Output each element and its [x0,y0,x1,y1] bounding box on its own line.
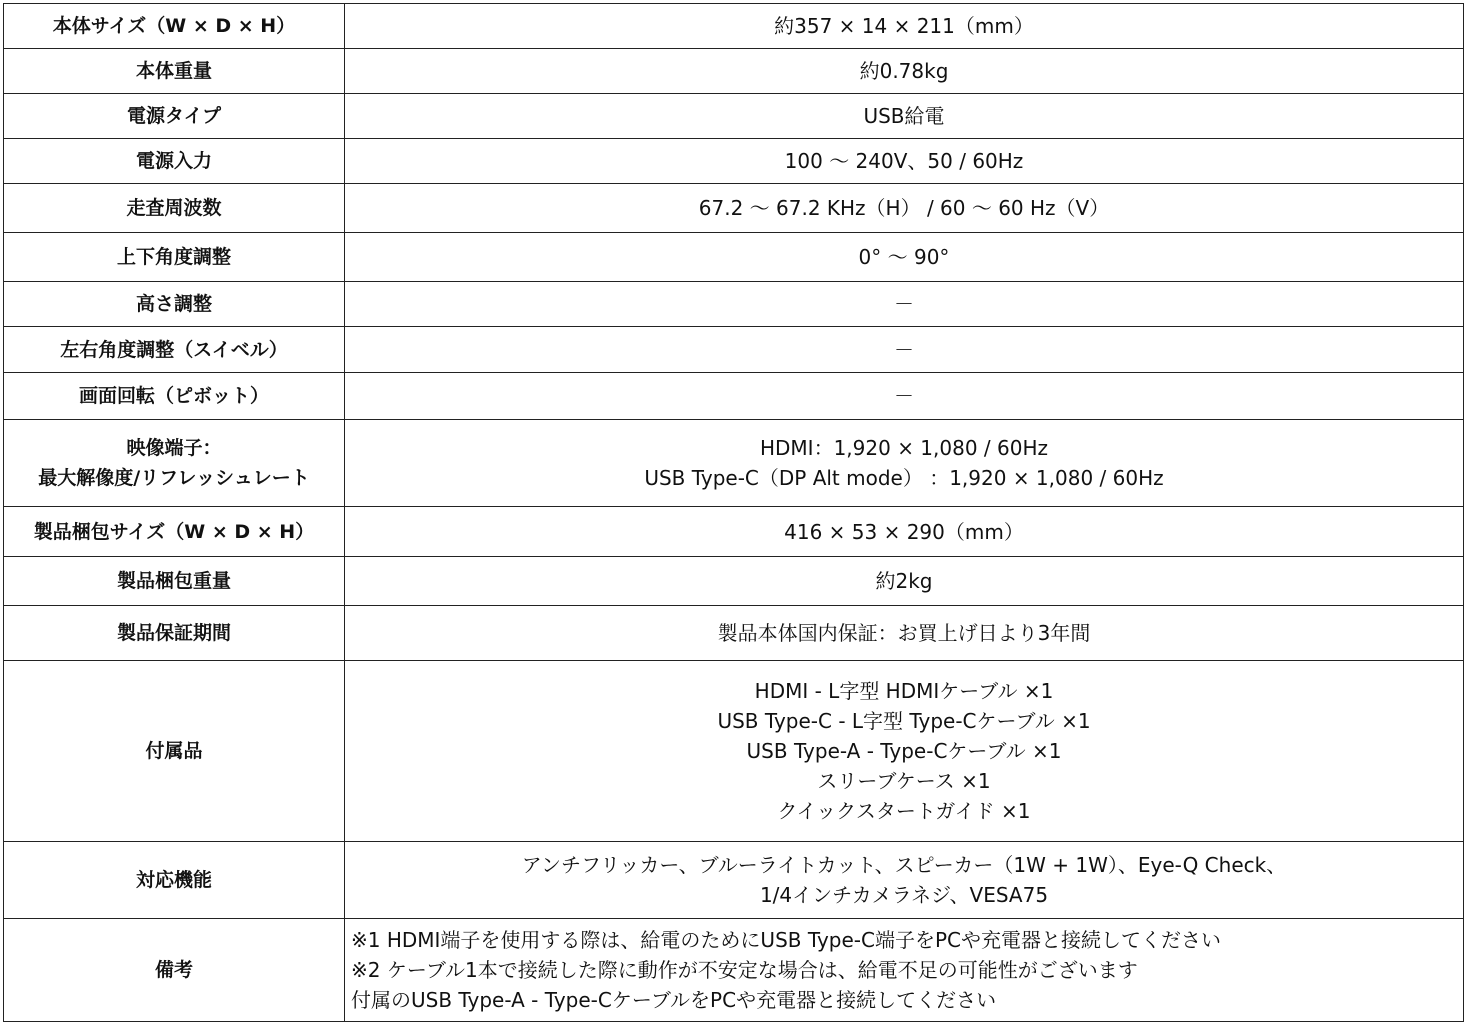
spec-value-text: 製品本体国内保証：お買上げ日より3年間 [717,621,1091,645]
spec-label [4,139,345,184]
spec-label [4,184,345,233]
spec-label-text: 電源タイプ [126,105,222,127]
spec-label-text: 最大解像度/リフレッシュレート [38,467,310,489]
spec-label-text: 本体重量 [135,60,212,82]
spec-value [345,661,1464,842]
spec-value-text: アンチフリッカー、ブルーライトカット、スピーカー（1W + 1W）、Eye-Q Check、 [521,853,1287,877]
spec-label [4,94,345,139]
table-row [4,184,1464,233]
table-row [4,661,1464,842]
spec-value-text: クイックスタートガイド ×1 [777,799,1031,823]
spec-label-text: 製品梱包サイズ（W × D × H） [33,520,315,543]
spec-label-text: 高さ調整 [135,293,212,315]
spec-label-text: 映像端子： [126,437,222,459]
spec-label [4,373,345,420]
spec-label [4,507,345,557]
spec-label-text: 走査周波数 [126,197,222,219]
spec-value-text: USB Type-A - Type-Cケーブル ×1 [746,739,1062,763]
spec-label [4,919,345,1022]
table-row [4,49,1464,94]
spec-value-text: USB Type-C - L字型 Type-Cケーブル ×1 [717,709,1091,733]
spec-label [4,49,345,94]
spec-value [345,557,1464,606]
spec-value-text: 約357 × 14 × 211（mm） [774,14,1034,38]
spec-value [345,94,1464,139]
spec-value-text: － [894,384,914,408]
spec-label-text: 備考 [154,959,193,981]
spec-label-text: 上下角度調整 [116,246,231,268]
spec-label-text: 製品保証期間 [116,622,231,644]
spec-value-text: USB給電 [863,104,945,128]
spec-label-text: 電源入力 [135,150,212,172]
spec-value [345,327,1464,373]
spec-value-text: 1/4インチカメラネジ、VESA75 [759,883,1049,907]
spec-value [345,420,1464,507]
table-row [4,233,1464,282]
spec-table [3,3,1464,1022]
spec-value [345,139,1464,184]
spec-label [4,557,345,606]
table-row [4,4,1464,49]
spec-value [345,184,1464,233]
table-row [4,919,1464,1022]
table-row [4,94,1464,139]
spec-label [4,842,345,919]
spec-value [345,373,1464,420]
spec-value [345,842,1464,919]
spec-value-text: 約0.78kg [859,59,949,83]
spec-label [4,661,345,842]
spec-label [4,327,345,373]
spec-value-text: 付属のUSB Type-A - Type-CケーブルをPCや充電器と接続してください [351,988,997,1012]
spec-label-text: 製品梱包重量 [116,570,231,592]
spec-value-text: 約2kg [875,569,933,593]
table-row [4,327,1464,373]
spec-label-text: 画面回転（ピボット） [78,385,269,407]
spec-value [345,233,1464,282]
spec-label [4,4,345,49]
table-row [4,557,1464,606]
spec-label [4,606,345,661]
spec-label [4,420,345,507]
table-row [4,139,1464,184]
spec-value [345,919,1464,1022]
spec-value [345,4,1464,49]
spec-value-text: 0° ～ 90° [858,245,950,269]
spec-value-text: HDMI：1,920 × 1,080 / 60Hz [759,436,1049,460]
spec-value-text: HDMI - L字型 HDMIケーブル ×1 [754,679,1054,703]
spec-label-text: 対応機能 [135,869,212,891]
table-row [4,606,1464,661]
table-row [4,282,1464,327]
spec-value-text: 416 × 53 × 290（mm） [784,519,1024,544]
spec-value [345,49,1464,94]
spec-value-text: － [894,292,914,316]
spec-value [345,282,1464,327]
table-row [4,373,1464,420]
spec-label [4,282,345,327]
spec-label [4,233,345,282]
spec-label-text: 付属品 [145,740,203,762]
table-row [4,842,1464,919]
spec-label-text: 左右角度調整（スイベル） [60,338,288,361]
spec-label-text: 本体サイズ（W × D × H） [52,15,296,37]
spec-value-text: 100 ～ 240V、50 / 60Hz [784,149,1024,173]
table-row [4,507,1464,557]
spec-value [345,507,1464,557]
spec-value-text: ※2 ケーブル1本で接続した際に動作が不安定な場合は、給電不足の可能性がございます [351,958,1138,982]
table-row [4,420,1464,507]
spec-value-text: 67.2 ～ 67.2 KHz（H） / 60 ～ 60 Hz（V） [698,196,1110,220]
spec-value-text: － [894,337,914,362]
spec-value [345,606,1464,661]
spec-value-text: ※1 HDMI端子を使用する際は、給電のためにUSB Type-C端子をPCや充電器と接続してください [351,928,1221,952]
spec-value-text: USB Type-C（DP Alt mode） ：1,920 × 1,080 / 60Hz [644,466,1164,490]
spec-value-text: スリーブケース ×1 [817,769,991,793]
